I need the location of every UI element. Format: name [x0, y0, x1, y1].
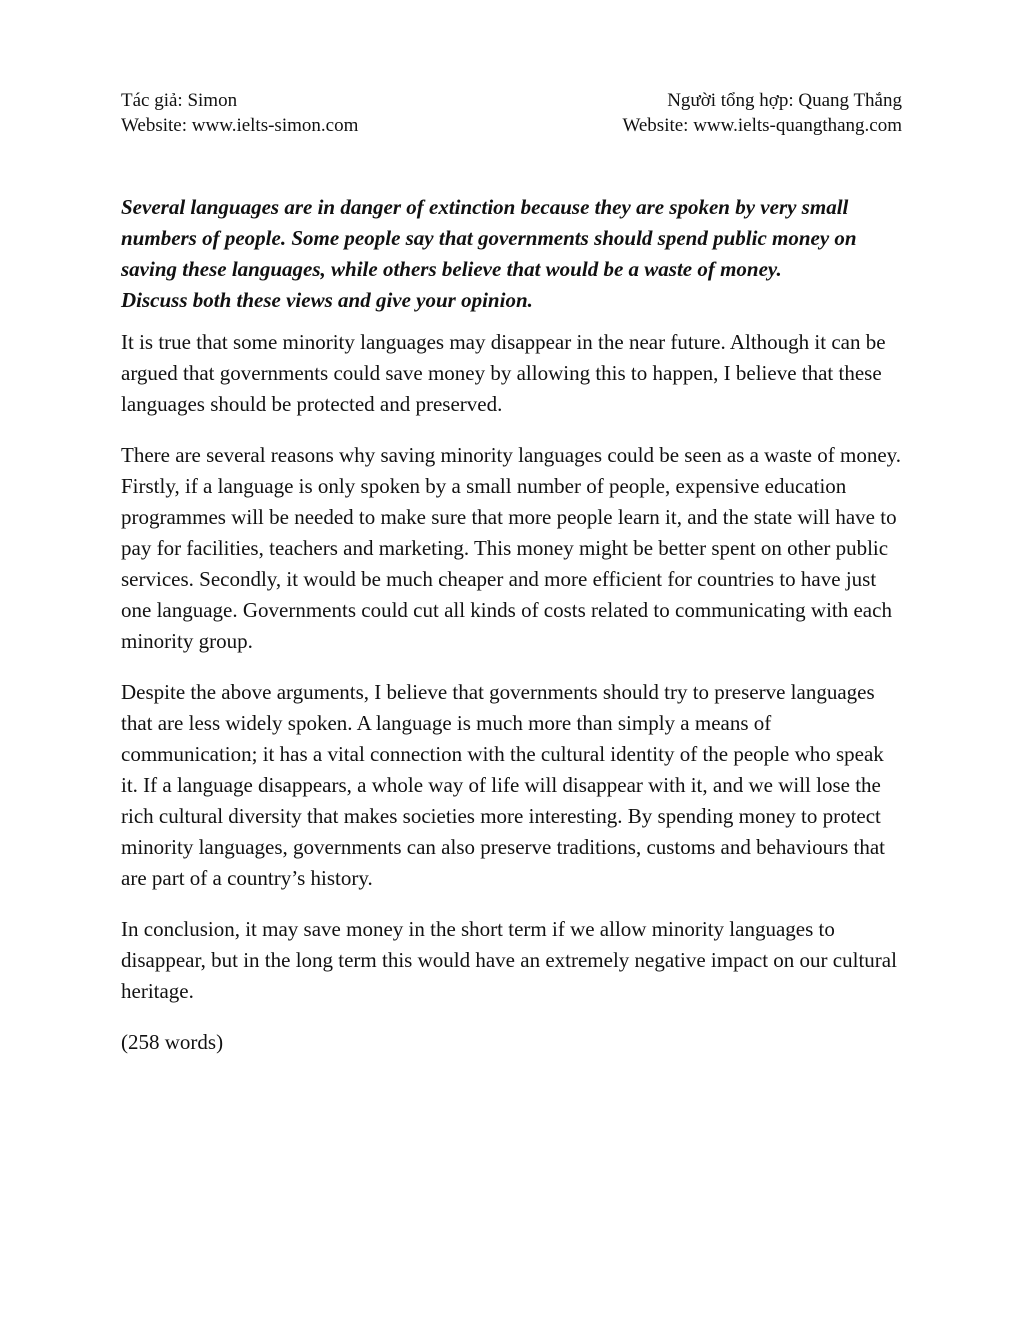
essay-prompt: [121, 192, 902, 316]
prompt-instruction: Discuss both these views and give your opinion.: [121, 288, 533, 312]
compiler-line: Người tổng hợp: Quang Thắng: [667, 90, 902, 111]
essay-body: [121, 327, 902, 1058]
page-header: [121, 88, 902, 138]
author-website-line: Website: www.ielts-simon.com: [121, 115, 359, 136]
essay-paragraph-introduction: It is true that some minority languages may disappear in the near future. Although it can be argued that governments could save money by allowing this to happen, I believe that these languages should be protected and preserved.: [121, 330, 886, 416]
prompt-question: Several languages are in danger of extinction because they are spoken by very small numbers of people. Some people say that governments should spend public money on saving these languages, while others believe that would be a waste of money.: [121, 195, 857, 281]
essay-paragraph-body-2: Despite the above arguments, I believe that governments should try to preserve languages that are less widely spoken. A language is much more than simply a means of communication; it has a vital connection with the cultural identity of the people who speak it. If a language disappears, a whole way of life will disappear with it, and we will lose the rich cultural diversity that makes societies more interesting. By spending money to protect minority languages, governments can also preserve traditions, customs and behaviours that are part of a country’s history.: [121, 680, 885, 890]
essay-paragraph-body-1: There are several reasons why saving minority languages could be seen as a waste of money. Firstly, if a language is only spoken by a small number of people, expensive education programmes will be needed to make sure that more people learn it, and the state will have to pay for facilities, teachers and marketing. This money might be better spent on other public services. Secondly, it would be much cheaper and more efficient for countries to have just one language. Governments could cut all kinds of costs related to communicating with each minority group.: [121, 443, 902, 653]
author-line: Tác giả: Simon: [121, 90, 238, 111]
essay-paragraph-conclusion: In conclusion, it may save money in the short term if we allow minority languages to disappear, but in the long term this would have an extremely negative impact on our cultural heritage.: [121, 917, 897, 1003]
header-left: [121, 88, 358, 138]
header-right: [622, 88, 902, 138]
word-count: (258 words): [121, 1030, 224, 1054]
compiler-website-line: Website: www.ielts-quangthang.com: [622, 115, 902, 136]
